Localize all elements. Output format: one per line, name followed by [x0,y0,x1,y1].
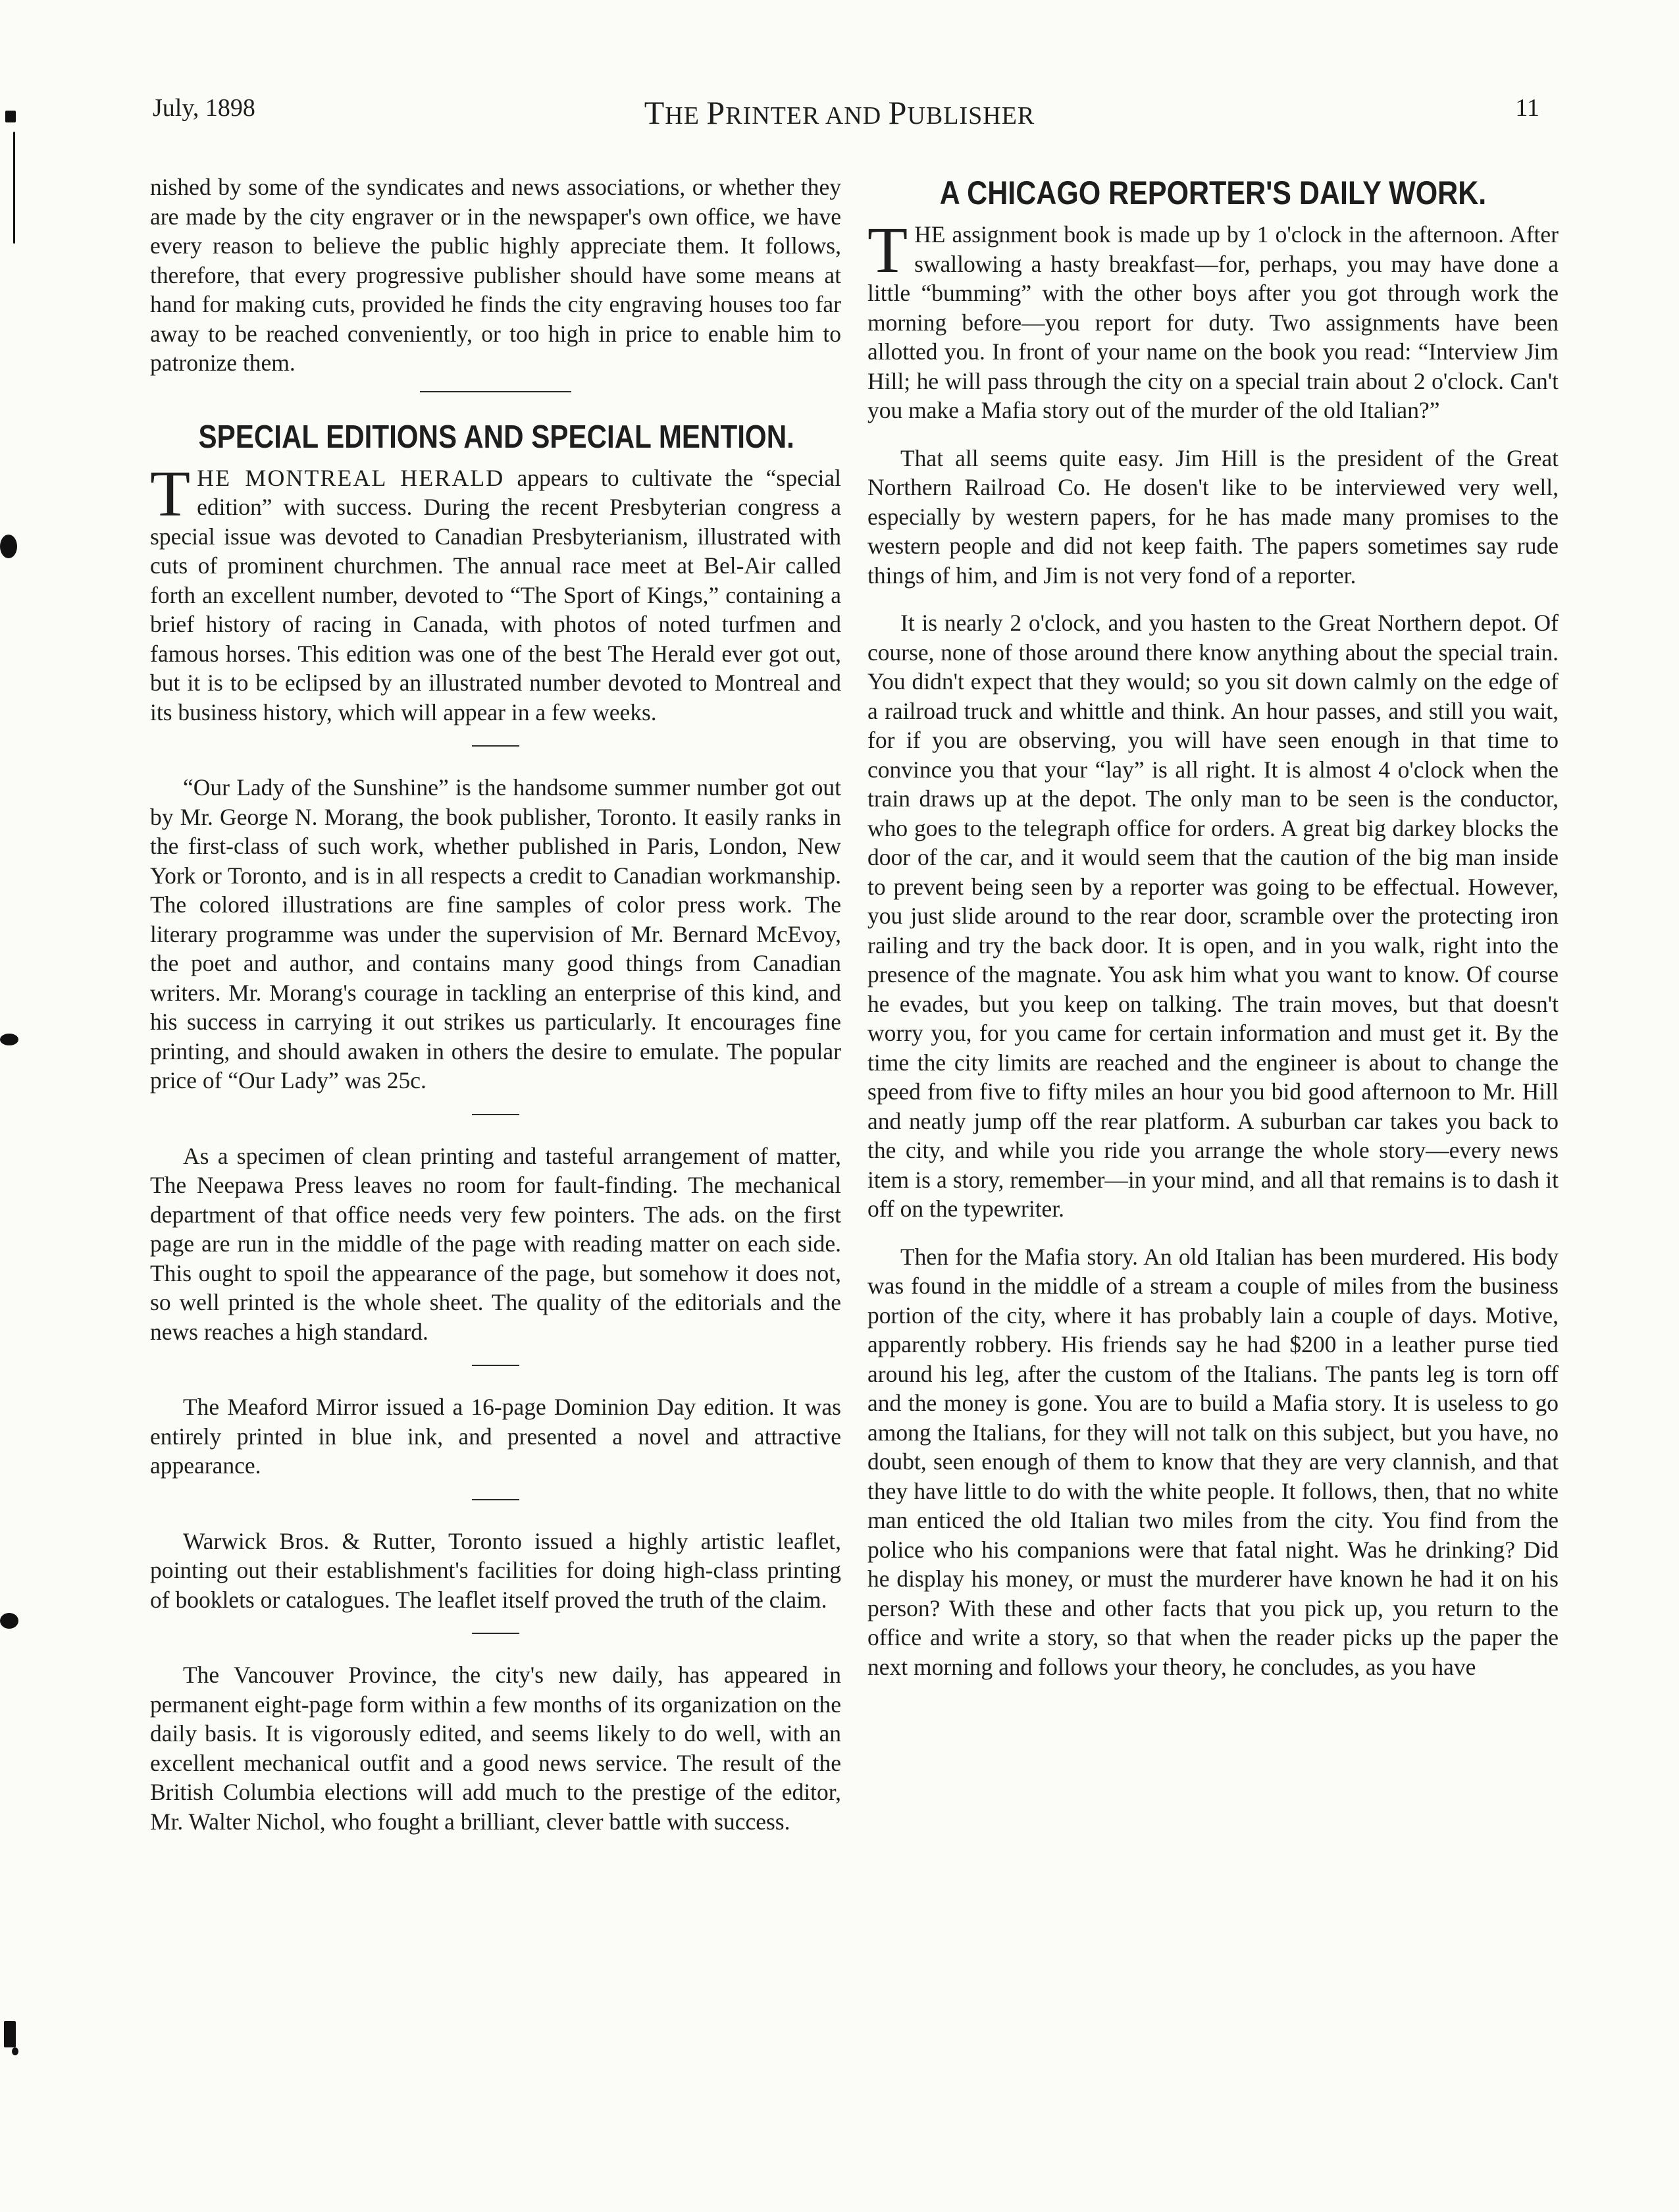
scan-mark [0,535,17,558]
article-paragraph: It is nearly 2 o'clock, and you hasten to the Great Northern depot. Of course, none of those around there know anything about the special train. You didn't expect that they would; so you sit down calmly on the edge of a railroad truck and whittle and think. An hour passes, and still you wait, for if you are observing, you will have seen enough in that time to convince you that your “lay” is all right. It is almost 4 o'clock when the train draws up at the depot. The only man to be seen is the conductor, who goes to the telegraph office for orders. A great big darkey blocks the door of the car, and it would seem that the caution of the big man inside to prevent being seen by a reporter was going to be effectual. However, you just slide around to the rear door, scramble over the protecting iron railing and try the back door. It is open, and in you walk, right into the presence of the magnate. You ask him what you want to know. Of course he evades, but you keep on talking. The train moves, but that doesn't worry you, for you came for certain information and must get it. By the time the city limits are reached and the engineer is about to change the speed from five to fifty miles an hour you bid good afternoon to Mr. Hill and neatly jump off the rear platform. A suburban car takes you back to the city, and while you ride you arrange the whole story—every news item is a story, remember—in your mind, and all that remains is to dash it off on the typewriter. [867,610,1559,1222]
article-heading-special-editions: SPECIAL EDITIONS AND SPECIAL MENTION. [198,419,794,455]
header-title: THE PRINTER AND PUBLISHER [644,94,1035,131]
page-number: 11 [1515,94,1539,122]
article-heading-chicago-reporter: A CHICAGO REPORTER'S DAILY WORK. [939,174,1487,211]
item-divider [472,1365,519,1366]
header-date: July, 1898 [153,94,255,122]
article-paragraph: As a specimen of clean printing and tasteful arrangement of matter, The Neepawa Press leaves no room for fault-finding. The mechanical department of that office needs very few pointers. The ads. on the first page are run in the middle of the page with reading matter on each side. This ought to spoil the appearance of the page, but somehow it does not, so well printed is the whole sheet. The quality of the editorials and the news reaches a high standard. [150,1142,841,1345]
continued-paragraph: nished by some of the syndicates and news associations, or whether they are made by the city engraver or in the newspaper's own office, we have every reason to believe the public highly appreciate them. It follows, therefore, that every progressive publisher should have some means at hand for making cuts, provided he finds the city engraving houses too far away to be reached conveniently, or too high in price to enable him to patronize them. [150,174,841,376]
item-divider [472,1114,519,1115]
scan-mark [12,2047,18,2055]
section-divider [420,391,571,392]
drop-cap: T [150,456,191,530]
article-paragraph: THE assignment book is made up by 1 o'clock in the afternoon. After swallowing a hasty breakfast—for, perhaps, you may have done a little “bumming” with the other boys after you got through work the morning before—you report for duty. Two assignments have been allotted you. In front of your name on the book you read: “Interview Jim Hill; he will pass through the city on a special train about 2 o'clock. Can't you make a Mafia story out of the murder of the old Italian?” [867,213,1559,423]
article-paragraph: Warwick Bros. & Rutter, Toronto issued a highly artistic leaflet, pointing out their establishment's facilities for doing high-class printing of booklets or catalogues. The leaflet itself proved the truth of the claim. [150,1527,841,1613]
scan-mark [5,111,16,122]
scan-mark [0,1613,18,1629]
article-paragraph: Then for the Mafia story. An old Italian has been murdered. His body was found in the middle of a stream a couple of miles from the business portion of the city, where it has probably lain a couple of days. Motive, apparently robbery. His friends say he had $200 in a leather purse tied around his leg, after the custom of the Italians. The pants leg is torn off and the money is gone. You are to build a Mafia story. It is useless to go among the Italians, for they will not talk on this subject, but you have, no doubt, seen enough of them to know that they are very clannish, and that they have little to do with the white people. It follows, then, that no white man enticed the old Italian two miles from the city. You find from the police who his companions were that fatal night. Was he drinking? Did he display his money, or must the murderer have known he had it on his person? With these and other facts that you pick up, you return to the office and write a story, so that when the reader picks up the paper the next morning and follows your theory, he concludes, as you have [867,1243,1559,1680]
item-divider [472,1499,519,1500]
article-paragraph: The Vancouver Province, the city's new daily, has appeared in permanent eight-page form within a few months of its organization on the daily basis. It is vigorously edited, and seems likely to do well, with an excellent mechanical outfit and a good news service. The result of the British Columbia elections will add much to the prestige of the editor, Mr. Walter Nichol, who fought a brilliant, clever battle with success. [150,1662,841,1835]
scan-mark [4,2021,16,2047]
item-divider [472,745,519,747]
article-paragraph: That all seems quite easy. Jim Hill is the president of the Great Northern Railroad Co. He dosen't like to be interviewed very well, especially by western papers, for he has made many promises to the western people and did not keep faith. The papers sometimes say rude things of him, and Jim is not very fond of a reporter. [867,444,1559,589]
drop-cap: T [867,213,908,286]
scan-mark [0,1034,18,1045]
article-paragraph: “Our Lady of the Sunshine” is the handsome summer number got out by Mr. George N. Morang, the book publisher, Toronto. It easily ranks in the first-class of such work, whether published in Paris, London, New York or Toronto, and is in all respects a credit to Canadian workmanship. The colored illustrations are fine samples of color press work. The literary programme was under the supervision of Mr. Bernard McEvoy, the poet and author, and contains many good things from Canadian writers. Mr. Morang's courage in tackling an enterprise of this kind, and his success in carrying it out strikes us particularly. It encourages fine printing, and should awaken in others the desire to emulate. The popular price of “Our Lady” was 25c. [150,774,841,1093]
item-divider [472,1633,519,1634]
article-paragraph: THE MONTREAL HERALD appears to cultivate the “special edition” with success. During the recent Presbyterian congress a special issue was devoted to Canadian Presbyterianism, illustrated with cuts of prominent churchmen. The annual race meet at Bel-Air called forth an excellent number, devoted to “The Sport of Kings,” containing a brief history of racing in Canada, with photos of noted turfmen and famous horses. This edition was one of the best The Herald ever got out, but it is to be eclipsed by an illustrated number devoted to Montreal and its business history, which will appear in a few weeks. [150,456,841,725]
left-column [150,172,841,1855]
scan-mark [13,132,15,244]
right-column [867,172,1559,1700]
article-paragraph: The Meaford Mirror issued a 16-page Dominion Day edition. It was entirely printed in blue ink, and presented a novel and attractive appearance. [150,1394,841,1479]
